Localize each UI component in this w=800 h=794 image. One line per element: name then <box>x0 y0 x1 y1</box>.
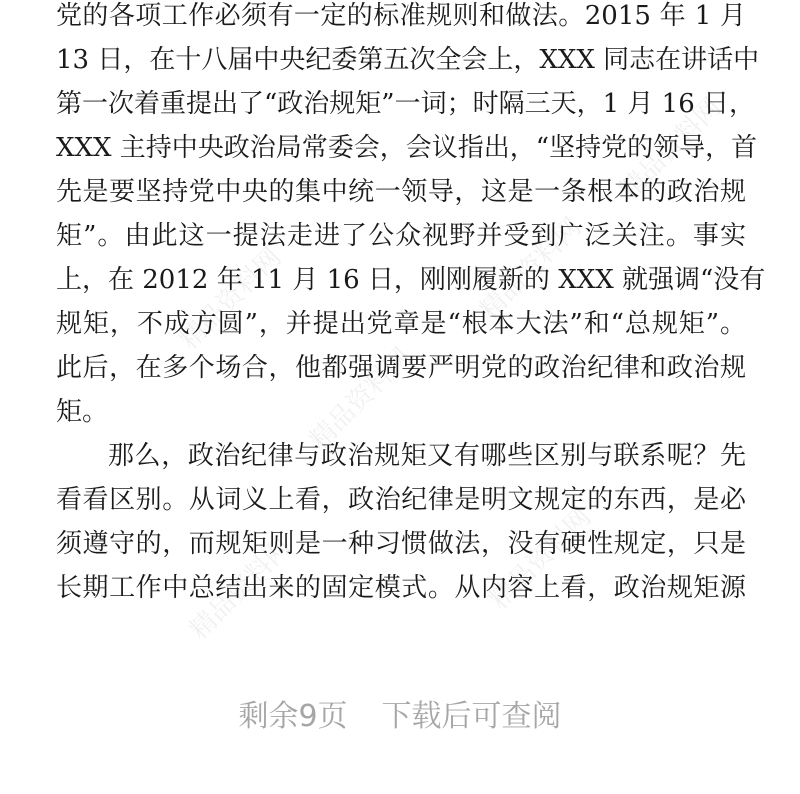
text-line: 长期工作中总结出来的固定模式。从内容上看，政治规矩源 <box>56 573 746 603</box>
text-line: 13 日，在十八届中央纪委第五次全会上，XXX 同志在讲话中 <box>56 45 760 75</box>
text-line: XXX 主持中央政治局常委会，会议指出，“坚持党的领导，首 <box>56 133 758 163</box>
text-line: 矩。 <box>56 397 109 427</box>
text-line: 矩”。由此这一提法走进了公众视野并受到广泛关注。事实 <box>56 221 746 251</box>
watermark: 精品资料网 <box>614 92 728 206</box>
download-to-view-label: 下载后可查阅 <box>381 699 562 734</box>
watermark: 精品资料网 <box>304 342 418 456</box>
text-line: 党的各项工作必须有一定的标准规则和做法。2015 年 1 月 <box>56 1 746 31</box>
watermark: 精品资料网 <box>484 502 598 616</box>
text-line: 此后，在多个场合，他都强调要严明党的政治纪律和政治规 <box>56 353 746 383</box>
text-line: 须遵守的，而规矩则是一种习惯做法，没有硬性规定，只是 <box>56 529 746 559</box>
watermark: 精品资料网 <box>174 242 288 356</box>
text-line: 上，在 2012 年 11 月 16 日，刚刚履新的 XXX 就强调“没有 <box>56 265 766 295</box>
watermark: 精品资料网 <box>184 532 298 646</box>
download-prompt[interactable] <box>0 690 800 744</box>
text-line: 规矩，不成方圆”，并提出党章是“根本大法”和“总规矩”。 <box>56 309 746 339</box>
remaining-pages-label: 剩余9页 <box>238 699 348 734</box>
text-line: 那么，政治纪律与政治规矩又有哪些区别与联系呢？先 <box>108 441 746 471</box>
text-line: 看看区别。从词义上看，政治纪律是明文规定的东西，是必 <box>56 485 746 515</box>
text-line: 第一次着重提出了“政治规矩”一词；时隔三天，1 月 16 日， <box>56 89 756 119</box>
watermark: 精品资料网 <box>474 212 588 326</box>
text-line: 先是要坚持党中央的集中统一领导，这是一条根本的政治规 <box>56 177 746 207</box>
